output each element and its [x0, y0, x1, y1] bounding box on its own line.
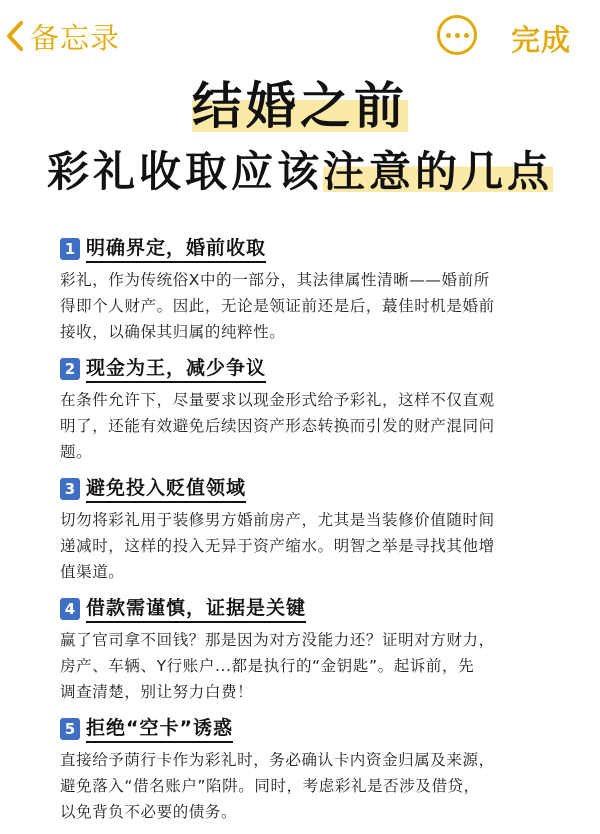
section-title: 借款需谨慎，证据是关键: [86, 596, 306, 623]
note-section: [60, 234, 580, 345]
section-title: 避免投入贬值领域: [86, 476, 246, 503]
more-circle-icon: [446, 33, 451, 38]
section-heading: [60, 234, 580, 264]
body-line: 值渠道。: [60, 563, 125, 581]
more-options-button[interactable]: [437, 15, 477, 55]
section-heading: [60, 474, 580, 504]
body-line: 明了，还能有效避免后续因资产形态转换而引发的财产混同问: [60, 417, 495, 435]
section-body: [60, 627, 580, 705]
section-heading: [60, 714, 580, 744]
more-dot: [464, 33, 469, 38]
section-title: 拒绝“空卡”诱惑: [86, 716, 233, 743]
number-badge-icon: 4: [60, 598, 80, 620]
body-line: 直接给予荫行卡作为彩礼时，务必确认卡内资金归属及来源，: [60, 751, 495, 769]
more-dot: [455, 33, 460, 38]
section-heading: [60, 594, 580, 624]
title-line-2: [0, 145, 600, 199]
note-section: [60, 594, 580, 705]
body-line: 房产、车辆、Y行账户...都是执行的“金钥匙”。起诉前，先: [60, 657, 475, 675]
body-line: 切勿将彩礼用于装修男方婚前房产，尤其是当装修价值随时间: [60, 511, 495, 529]
title-line-2-text: 彩礼收取应该注意的几点: [46, 147, 554, 196]
title-line-1: 结婚之前: [192, 77, 408, 135]
section-title: 现金为王，减少争议: [86, 356, 266, 383]
body-line: 避免落入“借名账户”陷阱。同时，考虑彩礼是否涉及借贷，: [60, 777, 480, 795]
note-section: [60, 714, 580, 825]
section-body: [60, 507, 580, 585]
section-title: 明确界定，婚前收取: [86, 236, 266, 263]
number-badge-icon: 5: [60, 718, 80, 740]
body-line: 在条件允许下，尽量要求以现金形式给予彩礼，这样不仅直观: [60, 391, 495, 409]
body-line: 得即个人财产。因此，无论是领证前还是后，蕞佳时机是婚前: [60, 297, 495, 315]
body-line: 赢了官司拿不回钱？那是因为对方没能力还？证明对方财力，: [60, 631, 495, 649]
back-button[interactable]: [0, 14, 120, 58]
section-body: [60, 387, 580, 465]
number-badge-icon: 3: [60, 478, 80, 500]
number-badge-icon: 1: [60, 238, 80, 260]
body-line: 接收，以确保其归属的纯粹性。: [60, 323, 286, 341]
body-line: 彩礼，作为传统俗X中的一部分，其法律属性清晰——婚前所: [60, 271, 490, 289]
note-body: [60, 234, 580, 834]
section-body: [60, 267, 580, 345]
number-badge-icon: 2: [60, 358, 80, 380]
section-heading: [60, 354, 580, 384]
done-button[interactable]: 完成: [511, 23, 572, 57]
note-section: [60, 354, 580, 465]
note-section: [60, 474, 580, 585]
body-line: 题。: [60, 443, 93, 461]
navigation-bar: [0, 0, 600, 72]
chevron-left-icon: [0, 14, 30, 58]
body-line: 以免背负不必要的债务。: [60, 803, 238, 821]
body-line: 递减时，这样的投入无异于资产缩水。明智之举是寻找其他增: [60, 537, 495, 555]
section-body: [60, 747, 580, 825]
note-title: [0, 75, 600, 199]
body-line: 调查清楚，别让努力白费！: [60, 683, 254, 701]
back-label: 备忘录: [30, 20, 121, 55]
